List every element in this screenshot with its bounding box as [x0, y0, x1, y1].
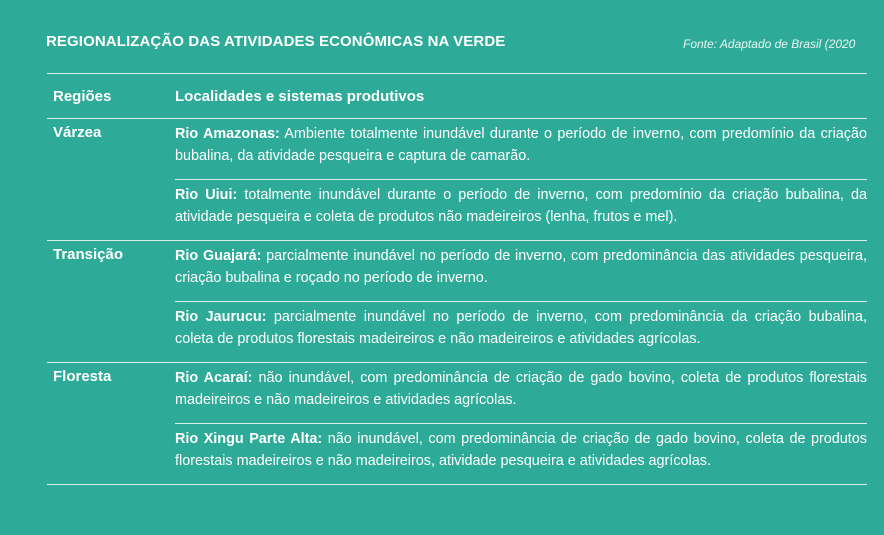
table-row [175, 180, 867, 240]
table-header-row [47, 74, 867, 118]
locality-name: Rio Acaraí: [175, 370, 253, 386]
locality-name: Rio Jaurucu: [175, 309, 267, 325]
region-cell: Várzea [53, 124, 102, 141]
table-row [175, 241, 867, 301]
entries-cell [175, 363, 867, 484]
locality-name: Rio Guajará: [175, 248, 262, 264]
locality-name: Rio Uiui: [175, 187, 238, 203]
table-row [175, 302, 867, 362]
entries-cell [175, 119, 867, 240]
header-regions: Regiões [53, 87, 112, 105]
locality-name: Rio Amazonas: [175, 126, 280, 142]
table-row [175, 119, 867, 179]
entries-cell [175, 241, 867, 362]
locality-description: parcialmente inundável no período de inverno, com predominância da criação bubalina, coleta de produtos florestais madeireiros e não madeireiros e atividades agrícolas. [175, 309, 868, 347]
activities-table [47, 73, 867, 485]
table-bottom-rule [47, 484, 867, 485]
locality-name: Rio Xingu Parte Alta: [175, 431, 323, 447]
table-row-group [47, 119, 867, 240]
region-cell: Floresta [53, 368, 112, 385]
source-note: Fonte: Adaptado de Brasil (2020 [683, 37, 856, 51]
locality-description: não inundável, com predominância de criação de gado bovino, coleta de produtos florestais madeireiros e não madeireiros, atividade pesqueira e atividades agrícolas. [175, 431, 867, 469]
locality-description: não inundável, com predominância de criação de gado bovino, coleta de produtos florestais madeireiros e não madeireiros e atividades agrícolas. [175, 370, 867, 408]
table-row [175, 363, 867, 423]
table-row-group [47, 241, 867, 362]
locality-description: Ambiente totalmente inundável durante o período de inverno, com predomínio da criação bubalina, da atividade pesqueira e captura de camarão. [175, 126, 867, 164]
header-localities: Localidades e sistemas produtivos [175, 87, 425, 105]
locality-description: totalmente inundável durante o período de inverno, com predomínio da criação bubalina, da atividade pesqueira e coleta de produtos não madeireiros (lenha, frutos e mel). [175, 187, 867, 225]
page-title: REGIONALIZAÇÃO DAS ATIVIDADES ECONÔMICAS NA VERDE [46, 33, 506, 50]
region-cell: Transição [53, 246, 124, 263]
table-row-group [47, 363, 867, 484]
table-row [175, 424, 867, 484]
locality-description: parcialmente inundável no período de inverno, com predominância das atividades pesqueira, criação bubalina e roçado no período de inverno. [175, 248, 867, 286]
